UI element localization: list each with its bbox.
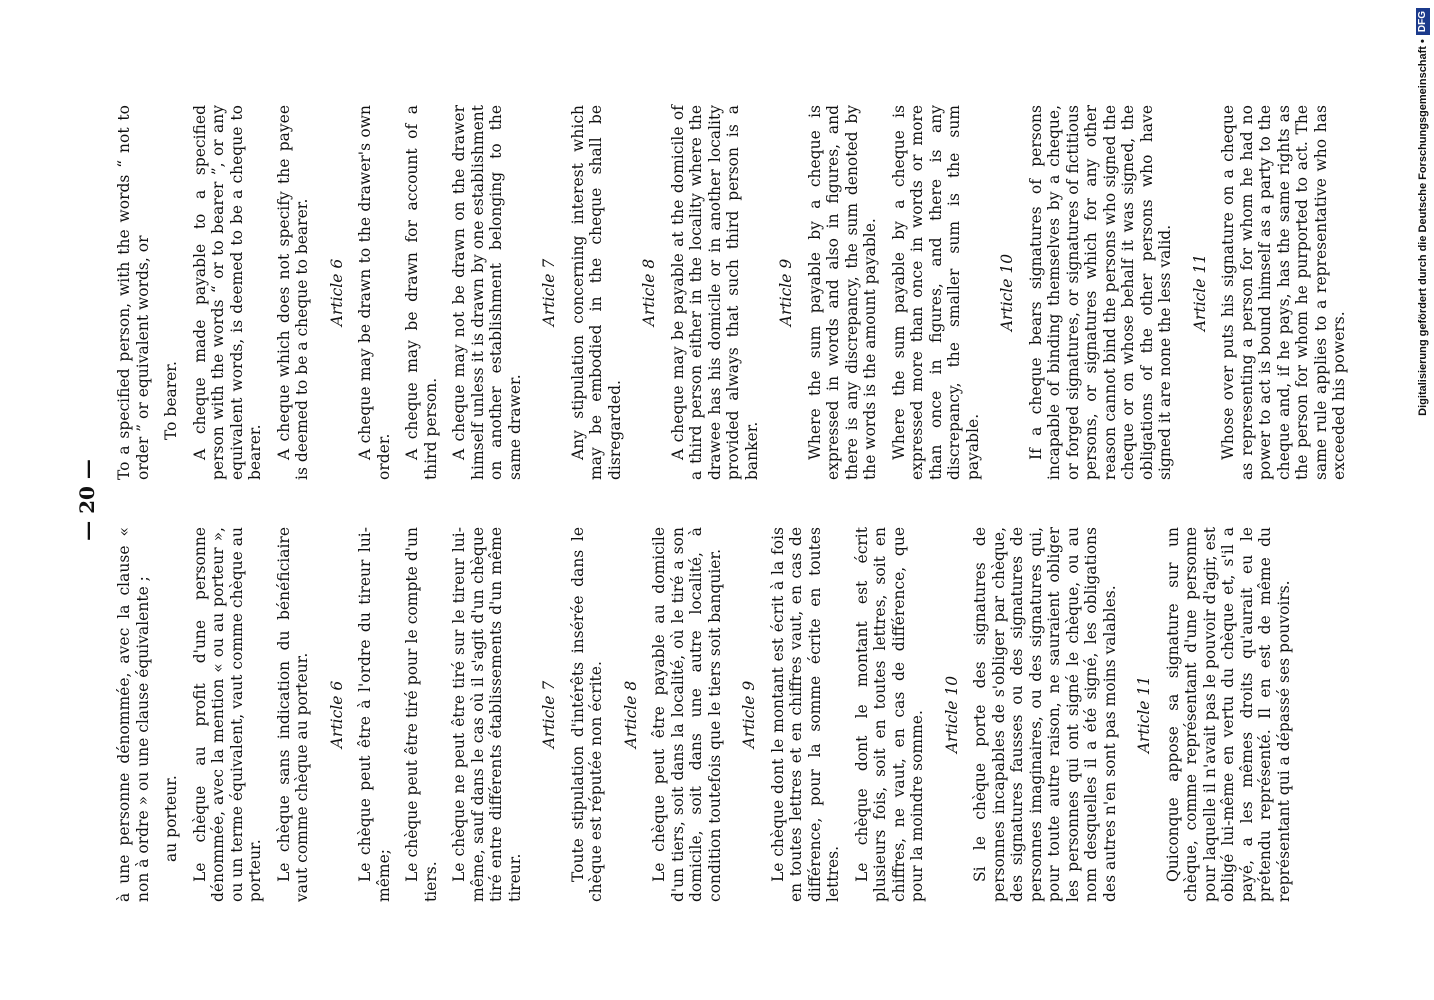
paragraph: Le chèque dont le montant est écrit plusieurs fois, soit en toutes lettres, soit en chiffres, ne vaut, en cas de différence, que pour la moindre somme.: [852, 527, 926, 902]
paragraph: A cheque may be drawn for account of a third person.: [403, 105, 440, 480]
paragraph: Le chèque peut être payable au domicile d'un tiers, soit dans la localité, où le tiré a son domicile, soit dans une autre localité, à condition toutefois que le tiers soit banquier.: [650, 527, 724, 902]
article-heading: Article 9: [740, 680, 758, 749]
english-column: [115, 105, 1359, 480]
paragraph: Whose over puts his signature on a cheque as representing a person for whom he had no power to act is bound himself as a party to the cheque and, if he pays, has the same rights as the person for whom he purported to act. The same rule applies to a representative who has exceeded his powers.: [1219, 105, 1348, 480]
article-heading: Article 9: [777, 258, 795, 327]
paragraph: A cheque may be drawn to the drawer's own order.: [356, 105, 393, 480]
paragraph: A cheque may not be drawn on the drawer himself unless it is drawn by one establishment on another establishment belonging to the same drawer.: [450, 105, 524, 480]
french-column: [115, 527, 1303, 902]
paragraph: Quiconque appose sa signature sur un chèque, comme représentant d'une personne pour laquelle il n'avait pas le pouvoir d'agir, est obligé lui-même en vertu du chèque et, s'il a payé, a les mêmes droits qu'aurait eu le prétendu représenté. Il en est de même du représentant qui a dépassé ses pouvoirs.: [1163, 527, 1293, 902]
paragraph: Toute stipulation d'intérêts insérée dans le chèque est réputée non écrite.: [568, 527, 605, 902]
paragraph: Le chèque dont le montant est écrit à la fois en toutes lettres et en chiffres vaut, en cas de différence, pour la somme écrite en toutes lettres.: [768, 527, 842, 902]
dfg-attribution: [1412, 8, 1434, 998]
article-heading: Article 7: [540, 258, 558, 327]
clause-item: au porteur.: [162, 775, 180, 862]
article-heading: Article 6: [327, 680, 346, 749]
paragraph: Le chèque peut être tiré pour le compte d'un tiers.: [403, 527, 440, 902]
dfg-attribution-text: Digitalisierung gefördert durch die Deutsche Forschungsgemeinschaft •: [1417, 39, 1429, 416]
clause-item: à une personne dénommée, avec la clause « non à ordre » ou une clause équivalente ;: [115, 527, 152, 902]
page-number: — 20 —: [75, 459, 99, 541]
article-heading: Article 8: [640, 258, 658, 327]
clause-item: To a specified person, with the words “ not to order ” or equivalent words, or: [115, 105, 152, 480]
paragraph: Where the sum payable by a cheque is expressed in words and also in figures, and there is any discrepancy, the sum denoted by the words is the amount payable.: [805, 105, 879, 480]
paragraph: A cheque may be payable at the domicile of a third person either in the locality where the drawee has his domicile or in another locality provided always that such third person is a banker.: [668, 105, 761, 480]
paragraph: Si le chèque porte des signatures de personnes incapables de s'obliger par chèque, des signatures fausses ou des signatures de personnes imaginaires, ou des signatures qui, pour toute autre raison, ne sauraient obliger les personnes qui ont signé le chèque, ou au nom desquelles il a été signé, les obligations des autres n'en sont pas moins valables.: [971, 527, 1119, 902]
paragraph: Where the sum payable by a cheque is expressed more than once in words or more than once in figures, and there is any discrepancy, the smaller sum is the sum payable.: [889, 105, 982, 480]
paragraph: Any stipulation concerning interest which may be embodied in the cheque shall be disregarded.: [568, 105, 624, 480]
paragraph: Le chèque peut être à l'ordre du tireur lui-même;: [356, 527, 393, 902]
dfg-attribution-line: [1412, 8, 1434, 998]
paragraph: A cheque which does not specify the payee is deemed to be a cheque to bearer.: [274, 105, 311, 480]
clause-item: To bearer.: [162, 361, 180, 440]
paragraph: Le chèque au profit d'une personne dénommée, avec la mention « ou au porteur », ou un terme équivalent, vaut comme chèque au porteur.: [190, 527, 264, 902]
article-heading: Article 10: [942, 675, 961, 754]
article-heading: Article 8: [621, 680, 640, 749]
paragraph: A cheque made payable to a specified person with the words “ or to bearer ”, or any equivalent words, is deemed to be a cheque to bearer.: [190, 105, 264, 480]
paragraph: Le chèque ne peut être tiré sur le tireur lui-même, sauf dans le cas où il s'agit d'un chèque tiré entre différents établissements d'un même tireur.: [450, 527, 524, 902]
article-heading: Article 7: [540, 680, 558, 749]
dfg-logo: DFG: [1416, 8, 1430, 35]
article-heading: Article 10: [998, 253, 1016, 332]
article-heading: Article 6: [327, 258, 346, 327]
article-heading: Article 11: [1135, 675, 1153, 754]
paragraph: Le chèque sans indication du bénéficiaire vaut comme chèque au porteur.: [274, 527, 311, 902]
article-heading: Article 11: [1190, 253, 1209, 332]
paragraph: If a cheque bears signatures of persons incapable of binding themselves by a cheque, or forged signatures, or signatures of fictitious persons, or signatures which for any other reason cannot bind the persons who signed the cheque or on whose behalf it was signed, the obligations of the other persons who have signed it are none the less valid.: [1026, 105, 1174, 480]
rotated-page: [65, 50, 1348, 950]
